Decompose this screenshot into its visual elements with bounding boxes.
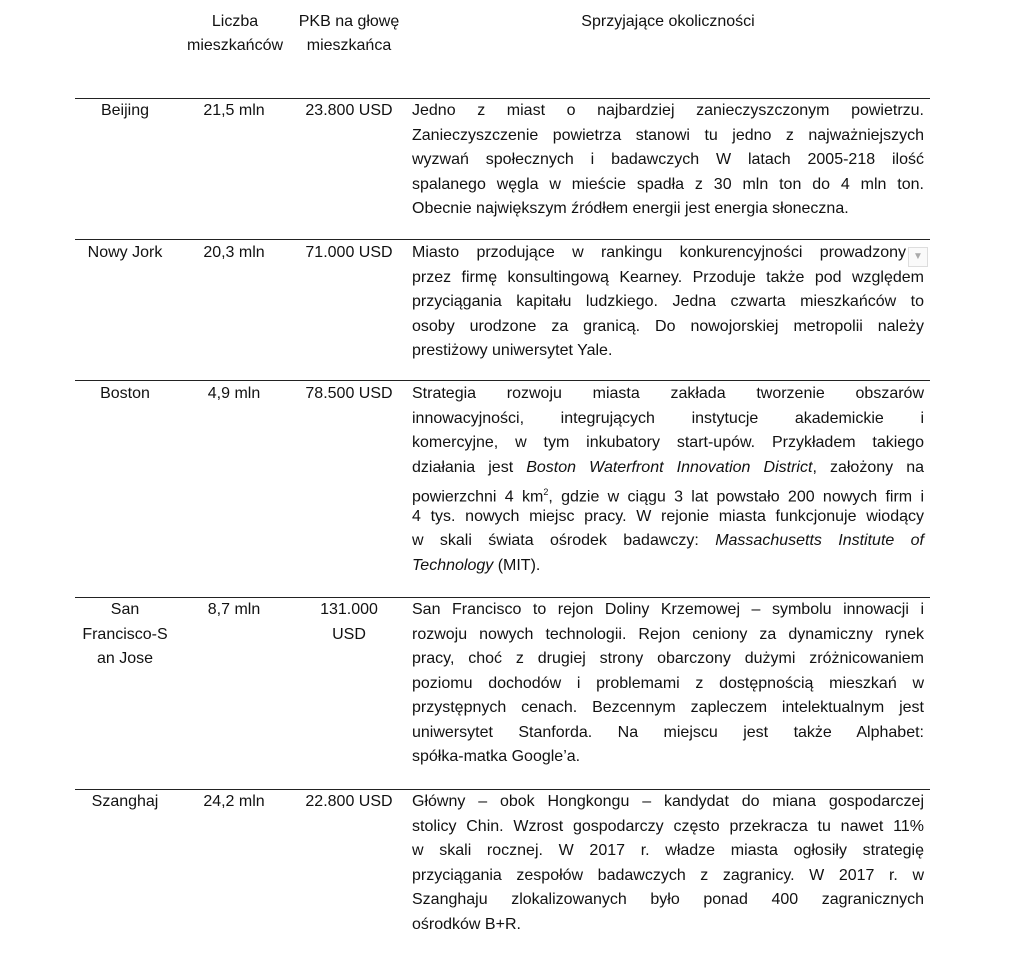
row-divider — [75, 380, 930, 381]
gdp-value: 78.500 USD — [305, 385, 393, 402]
population-value: 4,9 mln — [207, 385, 261, 402]
gdp-value: 22.800 USD — [305, 793, 393, 810]
header-description: Sprzyjające okoliczności — [581, 13, 755, 30]
population-value: 20,3 mln — [203, 244, 265, 261]
gdp-value: 71.000 USD — [305, 244, 393, 261]
description-text: Miasto przodujące w rankingu konkurencyjności prowadzony przez firmę konsultingową Kearney. Przoduje także pod względem przyciągania kapitału ludzkiego. Jedna czwarta mieszkańców to osoby urodzone za granicą. Do nowojorskiej metropolii należy prestiżowy uniwersytet Yale. — [412, 244, 924, 359]
description-text: San Francisco to rejon Doliny Krzemowej – symbolu innowacji i rozwoju nowych technologii. Rejon ceniony za dynamiczny rynek pracy, choć z drugiej strony obarczony dużymi zróżnicowaniem poziomu dochodów i problemami z dostępnością mieszkań w przystępnych cenach. Bezcennym zapleczem intelektualnym jest uniwersytet Stanforda. Na miejscu jest także Alphabet: spółka-matka Google’a. — [412, 601, 924, 765]
description-text: Strategia rozwoju miasta zakłada tworzenie obszarów innowacyjności, integrujących instytucje akademickie i komercyjne, w tym inkubatory start-upów. Przykładem takiego działania jest Boston Waterfront Innovation District, założony na powierzchni 4 $km^2$, gdzie w ciągu 3 lat powstało 200 nowych firm i 4 tys. nowych miejsc pracy. W rejonie miasta funkcjonuje wiodący w skali świata ośrodek badawczy: Massachusetts Institute of Technology (MIT). — [412, 385, 925, 574]
city-name: Szanghaj — [91, 793, 159, 810]
description-text: Jedno z miast o najbardziej zanieczyszczonym powietrzu. Zanieczyszczenie powietrza stanowi tu jedno z najważniejszych wyzwań społecznych i badawczych W latach 2005-218 ilość spalanego węgla w mieście spadła z 30 mln ton do 4 mln ton. Obecnie największym źródłem energii jest energia słoneczna. — [412, 102, 924, 217]
header-population: Liczba mieszkańców — [186, 13, 284, 54]
population-value: 24,2 mln — [203, 793, 265, 810]
header-gdp: PKB na głowę mieszkańca — [298, 13, 400, 54]
population-value: 8,7 mln — [207, 601, 261, 618]
row-divider — [75, 239, 930, 240]
city-name: Boston — [100, 385, 150, 402]
population-value: 21,5 mln — [203, 102, 265, 119]
city-name: San Francisco-S an Jose — [82, 601, 168, 667]
gdp-value: 23.800 USD — [305, 102, 393, 119]
description-text: Główny – obok Hongkongu – kandydat do miana gospodarczej stolicy Chin. Wzrost gospodarczy często przekracza tu nawet 11% w skali rocznej. W 2017 r. władze miasta ogłosiły strategię przyciągania zespołów badawczych z zagranicy. W 2017 r. w Szanghaju zlokalizowanych było ponad 400 zagranicznych ośrodków B+R. — [412, 793, 924, 933]
city-name: Beijing — [100, 102, 150, 119]
gdp-value: 131.000 USD — [320, 601, 378, 643]
chevron-down-icon[interactable]: ▼ — [908, 247, 928, 267]
city-name: Nowy Jork — [87, 244, 163, 261]
